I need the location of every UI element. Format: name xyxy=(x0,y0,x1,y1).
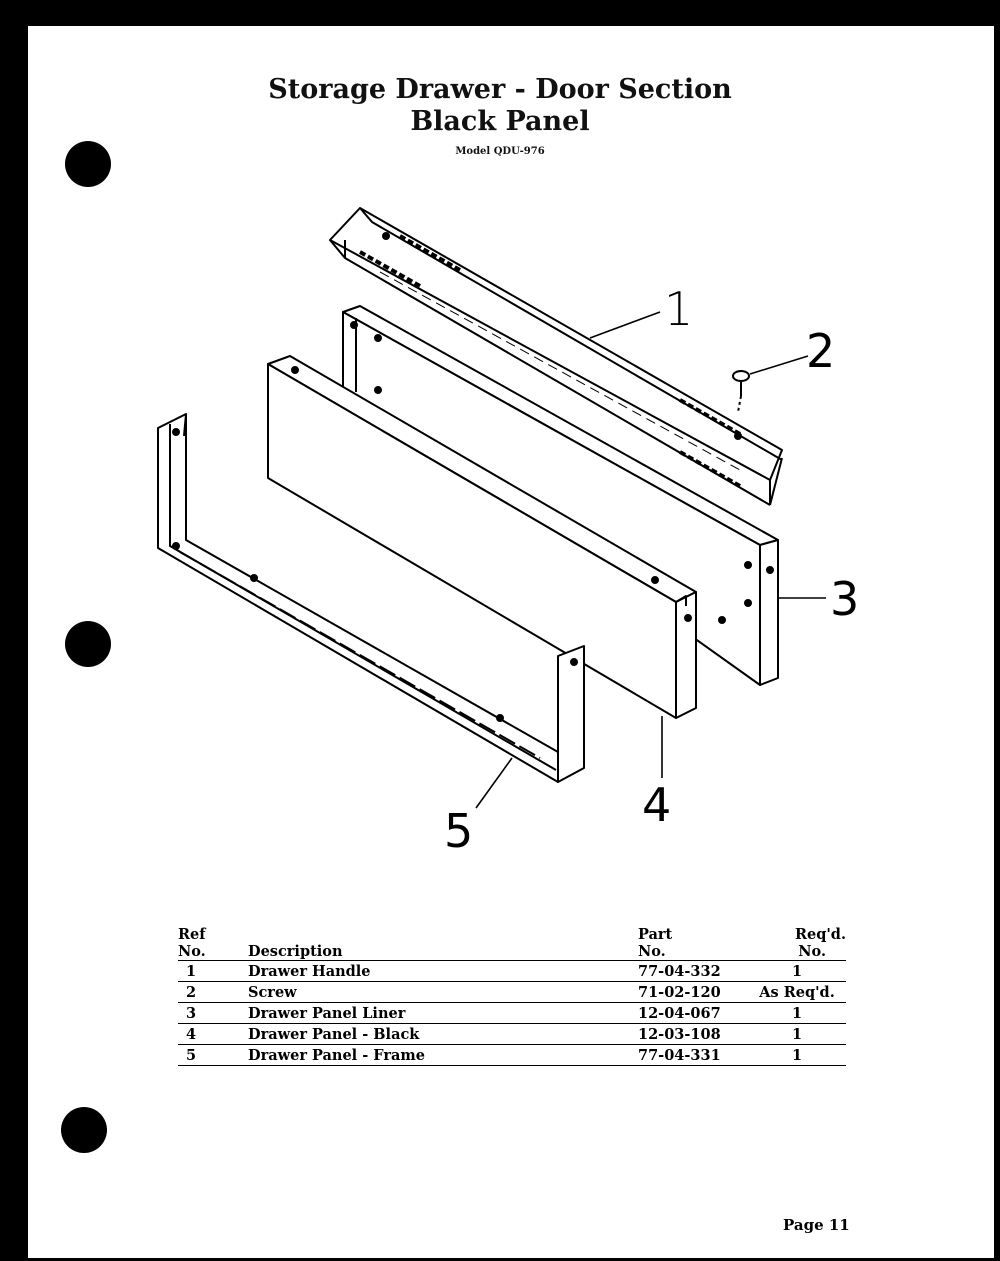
part-no-header xyxy=(638,926,748,961)
row-ref: 1 xyxy=(178,961,248,982)
row-part-no: 12-03-108 xyxy=(638,1024,748,1045)
row-description: Drawer Panel - Frame xyxy=(248,1045,638,1066)
callout-3: 3 xyxy=(830,572,860,626)
table-row xyxy=(178,1045,846,1066)
table-row xyxy=(178,1024,846,1045)
row-req: 1 xyxy=(748,961,846,982)
part-header-line1: Part xyxy=(638,926,673,943)
ref-header-line2: No. xyxy=(178,943,206,960)
page-title: Storage Drawer - Door Section xyxy=(268,74,732,105)
callout-1: 1 xyxy=(664,282,694,336)
row-part-no: 12-04-067 xyxy=(638,1003,748,1024)
parts-table-header xyxy=(178,926,846,961)
row-part-no: 77-04-332 xyxy=(638,961,748,982)
row-description: Drawer Panel - Black xyxy=(248,1024,638,1045)
parts-table xyxy=(178,926,846,1066)
row-description: Screw xyxy=(248,982,638,1003)
ref-header-line1: Ref xyxy=(178,926,206,943)
table-row xyxy=(178,1003,846,1024)
req-header-line1: Req'd. xyxy=(794,926,846,943)
punch-hole-bottom xyxy=(61,1107,107,1153)
callout-5: 5 xyxy=(444,804,474,858)
row-ref: 3 xyxy=(178,1003,248,1024)
table-row xyxy=(178,982,846,1003)
row-part-no: 77-04-331 xyxy=(638,1045,748,1066)
table-row xyxy=(178,961,846,982)
callout-4: 4 xyxy=(642,778,672,832)
req-header-line2: No. xyxy=(798,943,826,960)
row-ref: 2 xyxy=(178,982,248,1003)
row-part-no: 71-02-120 xyxy=(638,982,748,1003)
row-req: 1 xyxy=(748,1024,846,1045)
callout-2: 2 xyxy=(806,324,836,378)
row-description: Drawer Panel Liner xyxy=(248,1003,638,1024)
reqd-no-header xyxy=(748,926,846,961)
description-header-label: Description xyxy=(248,943,343,960)
page-subtitle: Black Panel xyxy=(410,106,590,137)
row-ref: 5 xyxy=(178,1045,248,1066)
row-description: Drawer Handle xyxy=(248,961,638,982)
page-number: Page 11 xyxy=(783,1216,850,1234)
part-header-line2: No. xyxy=(638,943,666,960)
row-ref: 4 xyxy=(178,1024,248,1045)
ref-no-header xyxy=(178,926,248,961)
screw-part xyxy=(733,371,749,412)
row-req: 1 xyxy=(748,1003,846,1024)
model-label: Model QDU-976 xyxy=(455,146,545,157)
description-header xyxy=(248,926,638,961)
row-req: As Req'd. xyxy=(748,982,846,1003)
row-req: 1 xyxy=(748,1045,846,1066)
